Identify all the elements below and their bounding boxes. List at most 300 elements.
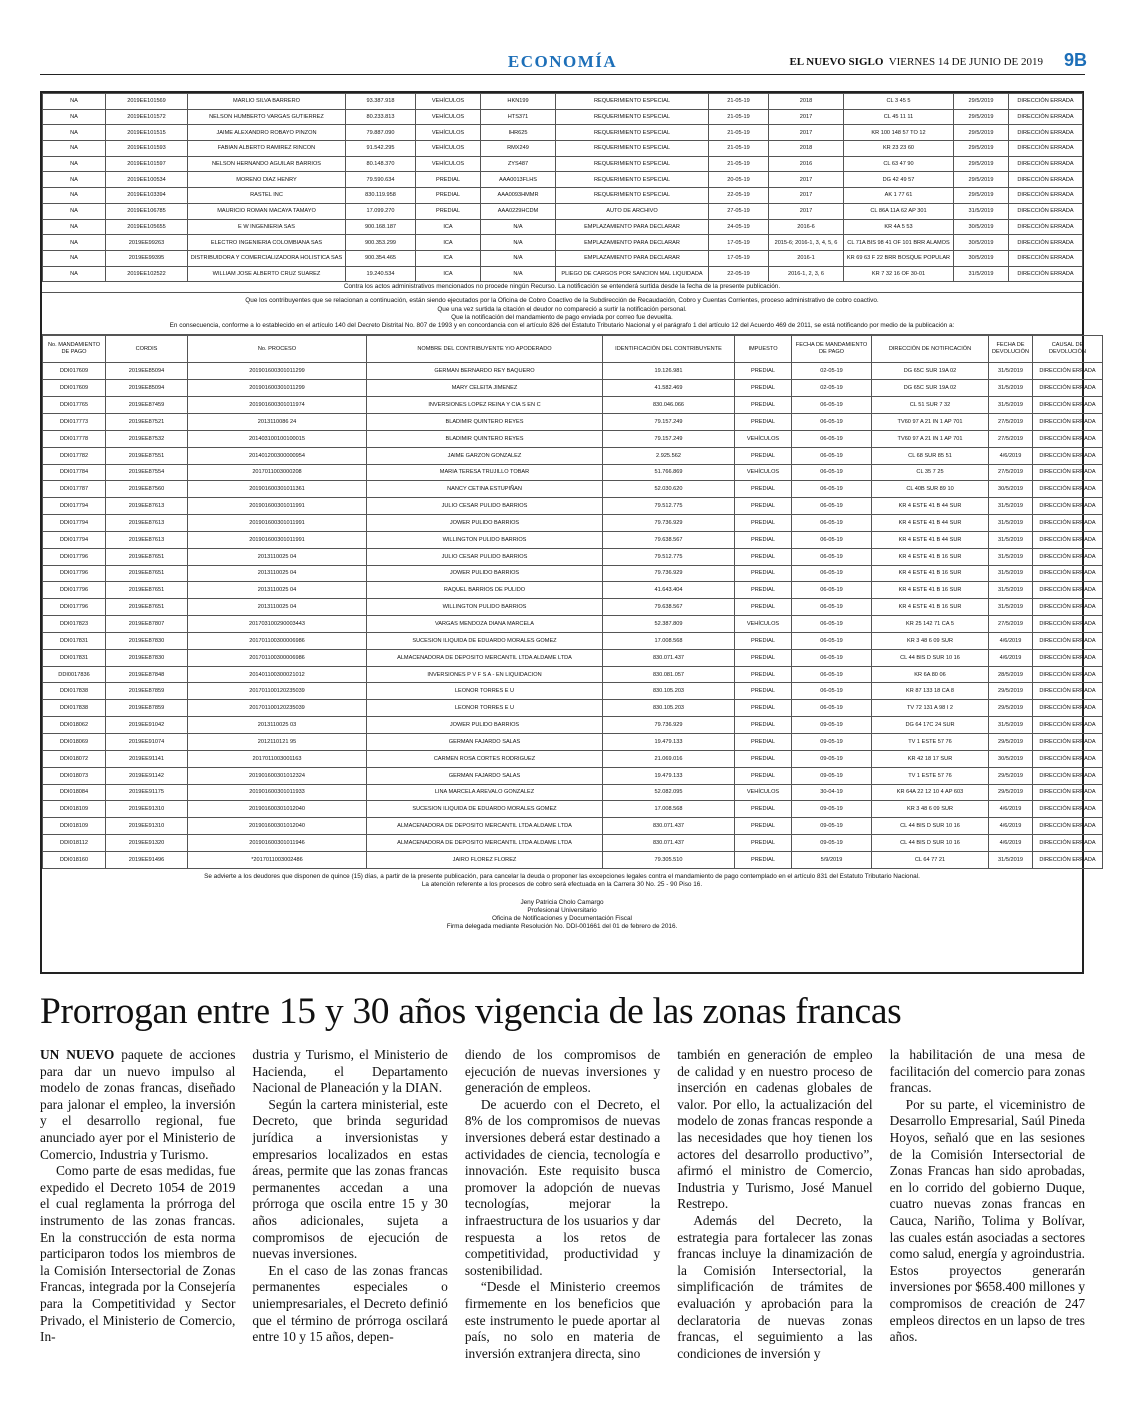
table-cell: DDI017796 [43, 548, 106, 565]
table-cell: VEHÍCULOS [735, 616, 792, 633]
table-cell: 21-05-19 [709, 141, 769, 157]
table-cell: JULIO CESAR PULIDO BARRIOS [367, 498, 603, 515]
table-cell: 21-05-19 [709, 94, 769, 110]
table-cell: 27/5/2019 [989, 430, 1033, 447]
table-cell: VARGAS MENDOZA DIANA MARCELA [367, 616, 603, 633]
table-row [43, 767, 1103, 784]
table-cell: 27/5/2019 [989, 413, 1033, 430]
table-cell: PREDIAL [416, 203, 481, 219]
table-cell: 06-05-19 [792, 548, 872, 565]
table-cell: 06-05-19 [792, 397, 872, 414]
column-header: IMPUESTO [735, 336, 792, 363]
table-cell: 2019EE101569 [106, 94, 188, 110]
table-cell: 19.240.534 [346, 266, 416, 282]
table-cell: 201701100120235039 [188, 700, 367, 717]
table-cell: DDI017784 [43, 464, 106, 481]
table-cell: 29/5/2019 [954, 188, 1009, 204]
table-row [43, 582, 1103, 599]
table-cell: KR 25 142 71 CA 5 [872, 616, 989, 633]
table-cell: TV 1 ESTE 57 76 [872, 734, 989, 751]
table-cell: 201901600301011299 [188, 380, 367, 397]
table-cell: 31/5/2019 [954, 203, 1009, 219]
intro-line: Que la notificación del mandamiento de pago enviada por correo fue devuelta. [451, 313, 673, 321]
table-cell: JAIME GARZON GONZALEZ [367, 447, 603, 464]
table-cell: 19.479.133 [603, 734, 735, 751]
table-cell: DIRECCIÓN ERRADA [1009, 266, 1083, 282]
table-cell: 06-05-19 [792, 666, 872, 683]
table-cell: 201901600301012324 [188, 767, 367, 784]
table-cell: 2017 [769, 109, 844, 125]
table-cell: 06-05-19 [792, 531, 872, 548]
table-cell: PREDIAL [735, 582, 792, 599]
table-cell: MARLIO SILVA BARRERO [188, 94, 346, 110]
table-cell: DIRECCIÓN ERRADA [1033, 717, 1103, 734]
table-cell: 29/5/2019 [989, 767, 1033, 784]
table-cell: KR 4 ESTE 41 B 44 SUR [872, 515, 989, 532]
table-cell: 31/5/2019 [989, 531, 1033, 548]
table-cell: 79.736.929 [603, 515, 735, 532]
table-cell: 31/5/2019 [989, 582, 1033, 599]
table-cell: 29/5/2019 [989, 683, 1033, 700]
table-cell: DDI017823 [43, 616, 106, 633]
table-cell: PREDIAL [735, 632, 792, 649]
table-cell: 24-05-19 [709, 219, 769, 235]
table-cell: REQUERIMIENTO ESPECIAL [556, 156, 709, 172]
table-cell: 201701100300006986 [188, 632, 367, 649]
table-cell: 2.925.562 [603, 447, 735, 464]
table-cell: KR 7 32 16 OF 30-01 [844, 266, 954, 282]
table-cell: DDI017796 [43, 582, 106, 599]
table-cell: ALMACENADORA DE DEPOSITO MERCANTIL LTDA ALDAME LTDA [367, 649, 603, 666]
table-cell: 06-05-19 [792, 683, 872, 700]
table-cell: 201901600301011946 [188, 835, 367, 852]
table-row [43, 835, 1103, 852]
table-cell: 830.071.437 [603, 818, 735, 835]
table-cell: KR 4 ESTE 41 B 44 SUR [872, 498, 989, 515]
table-cell: 201401100300021012 [188, 666, 367, 683]
table-cell: RAQUEL BARRIOS DE PULIDO [367, 582, 603, 599]
legal-notice [40, 91, 1096, 974]
table-row [43, 481, 1103, 498]
table-cell: 79.638.567 [603, 599, 735, 616]
table-row [43, 632, 1103, 649]
table-cell: AUTO DE ARCHIVO [556, 203, 709, 219]
table-cell: PREDIAL [735, 818, 792, 835]
table-cell: CL 86A 11A 62 AP 301 [844, 203, 954, 219]
table-cell: REQUERIMIENTO ESPECIAL [556, 94, 709, 110]
column-header: DIRECCIÓN DE NOTIFICACIÓN [872, 336, 989, 363]
table-row [43, 397, 1103, 414]
table-cell: DIRECCIÓN ERRADA [1033, 851, 1103, 868]
table-cell: DG 64 17C 24 SUR [872, 717, 989, 734]
table-cell: AK 1 77 61 [844, 188, 954, 204]
table-cell: 201901600301011361 [188, 481, 367, 498]
table-cell: DDI017609 [43, 363, 106, 380]
table-cell: 2019EE91310 [106, 801, 188, 818]
table-cell: DIRECCIÓN ERRADA [1033, 363, 1103, 380]
table-cell: 79.638.567 [603, 531, 735, 548]
table-cell: 06-05-19 [792, 447, 872, 464]
table-cell: 21-05-19 [709, 109, 769, 125]
table-row [43, 548, 1103, 565]
table-cell: 2019EE87613 [106, 515, 188, 532]
table-cell: DDI017794 [43, 515, 106, 532]
table-cell: 06-05-19 [792, 632, 872, 649]
table-cell: 830.119.958 [346, 188, 416, 204]
table-cell: 2019EE100534 [106, 172, 188, 188]
table-cell: 17.099.270 [346, 203, 416, 219]
table-cell: DIRECCIÓN ERRADA [1033, 632, 1103, 649]
table-cell: 09-05-19 [792, 750, 872, 767]
table-cell: KR 4 ESTE 41 B 16 SUR [872, 582, 989, 599]
table-cell: 201703100290003443 [188, 616, 367, 633]
table-cell: 4/6/2019 [989, 801, 1033, 818]
table-cell: DDI018062 [43, 717, 106, 734]
table-cell: 2019EE87830 [106, 649, 188, 666]
table-cell: DIRECCIÓN ERRADA [1033, 380, 1103, 397]
table-cell: 27-05-19 [709, 203, 769, 219]
table-cell: TV 72 131 A 98 I 2 [872, 700, 989, 717]
table-cell: 22-05-19 [709, 266, 769, 282]
article-column-1 [40, 1047, 235, 1377]
table-cell: 2019EE91175 [106, 784, 188, 801]
table-row [43, 649, 1103, 666]
table-cell: 31/5/2019 [989, 548, 1033, 565]
table-cell: 27/5/2019 [989, 616, 1033, 633]
table-cell: 06-05-19 [792, 464, 872, 481]
table-cell: DDI018069 [43, 734, 106, 751]
table-cell: DDI017778 [43, 430, 106, 447]
table-cell: DIRECCIÓN ERRADA [1009, 94, 1083, 110]
table-cell: 2018 [769, 94, 844, 110]
table-cell: DIRECCIÓN ERRADA [1033, 599, 1103, 616]
table-cell: ELECTRO INGENIERIA COLOMBIANA SAS [188, 235, 346, 251]
table-row [43, 565, 1103, 582]
table-cell: 2019EE91496 [106, 851, 188, 868]
table-cell: JAIRO FLOREZ FLOREZ [367, 851, 603, 868]
table-row [43, 363, 1103, 380]
table-cell: NELSON HERNANDO AGUILAR BARRIOS [188, 156, 346, 172]
table-cell: PREDIAL [735, 498, 792, 515]
table-cell: DIRECCIÓN ERRADA [1009, 235, 1083, 251]
table-cell: 4/6/2019 [989, 835, 1033, 852]
table-cell: NANCY CETINA ESTUPIÑAN [367, 481, 603, 498]
table-row [43, 851, 1103, 868]
table-cell: PREDIAL [735, 363, 792, 380]
table-cell: DIRECCIÓN ERRADA [1009, 219, 1083, 235]
table-cell: DDI017794 [43, 498, 106, 515]
table-cell: 31/5/2019 [989, 565, 1033, 582]
table-cell: DIRECCIÓN ERRADA [1033, 413, 1103, 430]
table-cell: 41.643.404 [603, 582, 735, 599]
table-cell: KR 3 48 6 09 SUR [872, 801, 989, 818]
table-cell: IHR625 [481, 125, 556, 141]
table-cell: DG 65C SUR 19A 02 [872, 363, 989, 380]
table-cell: VEHÍCULOS [416, 94, 481, 110]
table-cell: PREDIAL [735, 380, 792, 397]
table-cell: AAA0013FLHS [481, 172, 556, 188]
table-cell: INVERSIONES LOPEZ REINA Y CIA S EN C [367, 397, 603, 414]
footer-line: La atención referente a los procesos de cobro será efectuada en la Carrera 30 No. 25 - 90 Piso 16. [421, 880, 703, 888]
table-cell: CL 64 77 21 [872, 851, 989, 868]
table-cell: 2019EE87459 [106, 397, 188, 414]
table-cell: MARY CELEITA JIMENEZ [367, 380, 603, 397]
table-cell: 2017011003001163 [188, 750, 367, 767]
table-cell: PREDIAL [735, 767, 792, 784]
intro-line: Que los contribuyentes que se relacionan a continuación, están siendo ejecutados por la Oficina de Cobro Coactivo de la Subdirección de Recaudación, Cobro y Cuentas Corrientes, proceso administrativo de cobro coactivo. [245, 297, 879, 305]
table-cell: 2019EE102522 [106, 266, 188, 282]
table-cell: CL 71A BIS 98 41 OF 101 BRR ALAMOS [844, 235, 954, 251]
table-cell: NA [43, 141, 106, 157]
table-cell: 09-05-19 [792, 818, 872, 835]
paper-name: EL NUEVO SIGLO [789, 56, 884, 68]
table-cell: DIRECCIÓN ERRADA [1033, 818, 1103, 835]
table-cell: PREDIAL [735, 531, 792, 548]
table-cell: 2019EE87613 [106, 498, 188, 515]
column-header: CAUSAL DE DEVOLUCIÓN [1033, 336, 1103, 363]
table-row [43, 750, 1103, 767]
table-cell: 31/5/2019 [989, 380, 1033, 397]
table-cell: 06-05-19 [792, 481, 872, 498]
table-cell: PREDIAL [735, 649, 792, 666]
table-cell: WILLINGTON PULIDO BARRIOS [367, 599, 603, 616]
table-cell: DDI018109 [43, 801, 106, 818]
table-row [43, 250, 1083, 266]
table-cell: 93.387.918 [346, 94, 416, 110]
table-header-row [43, 336, 1103, 363]
table-cell: 30/5/2019 [954, 219, 1009, 235]
table-cell: SUCESION ILIQUIDA DE EDUARDO MORALES GOMEZ [367, 801, 603, 818]
table-cell: KR 3 48 6 09 SUR [872, 632, 989, 649]
signer-title: Profesional Universitario [527, 906, 597, 914]
table-cell: PREDIAL [735, 515, 792, 532]
table-cell: 30/5/2019 [954, 250, 1009, 266]
table-cell: 2019EE87651 [106, 565, 188, 582]
table-row [43, 380, 1103, 397]
table-cell: 80.233.813 [346, 109, 416, 125]
table-mandamientos [42, 335, 1103, 868]
table-cell: NA [43, 125, 106, 141]
table-cell: 201401200300000954 [188, 447, 367, 464]
footer-line: Se advierte a los deudores que disponen de quince (15) días, a partir de la presente publicación, para cancelar la deuda o proponer las excepciones legales contra el mandamiento de pago contemplado en el artículo 831 del Estatuto Tributario Nacional. [204, 872, 920, 880]
table-cell: DIRECCIÓN ERRADA [1009, 250, 1083, 266]
table-cell: CL 45 11 11 [844, 109, 954, 125]
table-cell: *2017011003002486 [188, 851, 367, 868]
table-cell: 80.148.370 [346, 156, 416, 172]
table-cell: 2019EE85094 [106, 380, 188, 397]
table-cell: 09-05-19 [792, 717, 872, 734]
table-cell: GERMAN BERNARDO REY BAQUERO [367, 363, 603, 380]
table-cell: KR 4 ESTE 41 B 44 SUR [872, 531, 989, 548]
table-cell: 29/5/2019 [954, 125, 1009, 141]
table-cell: DDI017838 [43, 700, 106, 717]
table-cell: 22-05-19 [709, 188, 769, 204]
table-cell: GERMAN FAJARDO SALAS [367, 734, 603, 751]
paragraph: Según la cartera ministerial, este Decreto, que brinda seguridad jurídica a inversionistas y empresarios localizados en estas áreas, permite que las zonas francas permanentes accedan a una prórroga que oscila entre 15 y 30 años adicionales, sujeta a compromisos de ejecución de nuevas inversiones. [252, 1096, 448, 1262]
table-actos-body [43, 94, 1083, 282]
table-cell: TV 1 ESTE 57 76 [872, 767, 989, 784]
table-cell: 2019EE87651 [106, 599, 188, 616]
table-cell: REQUERIMIENTO ESPECIAL [556, 188, 709, 204]
table-cell: TV60 97 A 21 IN 1 AP 701 [872, 413, 989, 430]
table-cell: MARIA TERESA TRUJILLO TOBAR [367, 464, 603, 481]
table-cell: 2013110025 04 [188, 582, 367, 599]
table-row [43, 666, 1103, 683]
table-cell: 79.157.249 [603, 430, 735, 447]
table-cell: 52.387.809 [603, 616, 735, 633]
table-row [43, 717, 1103, 734]
table-cell: HTS371 [481, 109, 556, 125]
table-row [43, 801, 1103, 818]
table-cell: DDI017831 [43, 632, 106, 649]
table-cell: 79.736.929 [603, 717, 735, 734]
table-cell: 2019EE87859 [106, 700, 188, 717]
article-column-3 [465, 1047, 660, 1377]
table-row [43, 599, 1103, 616]
table-cell: 2016 [769, 156, 844, 172]
table-cell: DDI018073 [43, 767, 106, 784]
table-cell: VEHÍCULOS [735, 430, 792, 447]
table-cell: KR 4 ESTE 41 B 16 SUR [872, 565, 989, 582]
table-cell: DDI017831 [43, 649, 106, 666]
table-cell: DIRECCIÓN ERRADA [1033, 464, 1103, 481]
table-cell: 91.542.295 [346, 141, 416, 157]
table-cell: 201901600301012040 [188, 818, 367, 835]
table-cell: KR 87 133 18 CA 8 [872, 683, 989, 700]
table-cell: VEHÍCULOS [416, 141, 481, 157]
table-cell: 19.479.133 [603, 767, 735, 784]
table-cell: LEONOR TORRES E U [367, 683, 603, 700]
table-cell: PREDIAL [735, 851, 792, 868]
table-cell: PREDIAL [735, 599, 792, 616]
table-cell: 201901600301011974 [188, 397, 367, 414]
table-cell: 79.512.775 [603, 548, 735, 565]
table-cell: ICA [416, 250, 481, 266]
signer-resolution: Firma delegada mediante Resolución No. DDI-001661 del 01 de febrero de 2016. [446, 922, 678, 930]
table-cell: DIRECCIÓN ERRADA [1033, 498, 1103, 515]
table-cell: NA [43, 156, 106, 172]
table-cell: 2019EE87551 [106, 447, 188, 464]
table-cell: PREDIAL [416, 188, 481, 204]
table-cell: DIRECCIÓN ERRADA [1033, 750, 1103, 767]
table-cell: BLADIMIR QUINTERO REYES [367, 413, 603, 430]
table-cell: 21-05-19 [709, 156, 769, 172]
table-cell: CL 44 BIS D SUR 10 16 [872, 835, 989, 852]
paragraph: En el caso de las zonas francas permanentes especiales o uniempresariales, el Decreto definió que el término de prórroga oscilará entre 10 y 15 años, depen- [252, 1262, 448, 1345]
table-cell: 2013110025 04 [188, 565, 367, 582]
table-cell: 2019EE101515 [106, 125, 188, 141]
table-cell: 2013110025 04 [188, 548, 367, 565]
table-cell: 27/5/2019 [989, 464, 1033, 481]
table-cell: DIRECCIÓN ERRADA [1009, 156, 1083, 172]
table-cell: 79.512.775 [603, 498, 735, 515]
table-cell: 29/5/2019 [954, 172, 1009, 188]
table-cell: 29/5/2019 [989, 784, 1033, 801]
table-cell: 201901600301011991 [188, 498, 367, 515]
table-cell: DIRECCIÓN ERRADA [1009, 125, 1083, 141]
table-cell: 2019EE103394 [106, 188, 188, 204]
table-cell: 2019EE87521 [106, 413, 188, 430]
table-row [43, 818, 1103, 835]
article-lead: UN NUEVO [40, 1047, 115, 1062]
table-cell: KR 4 ESTE 41 B 16 SUR [872, 548, 989, 565]
table-cell: DG 42 49 57 [844, 172, 954, 188]
table-cell: 201901600301012040 [188, 801, 367, 818]
table-cell: 201901600301011299 [188, 363, 367, 380]
table-cell: DIRECCIÓN ERRADA [1033, 397, 1103, 414]
table-cell: ICA [416, 219, 481, 235]
table-cell: 830.081.057 [603, 666, 735, 683]
table-cell: 21.069.016 [603, 750, 735, 767]
table-cell: PREDIAL [735, 413, 792, 430]
table-cell: CL 68 SUR 85 51 [872, 447, 989, 464]
table-cell: 09-05-19 [792, 767, 872, 784]
table-cell: JAIME ALEXANDRO ROBAYO PINZON [188, 125, 346, 141]
table-cell: LEONOR TORRES E U [367, 700, 603, 717]
table-cell: PREDIAL [735, 397, 792, 414]
table-cell: NA [43, 203, 106, 219]
table-cell: KR 69 63 F 22 BRR BOSQUE POPULAR [844, 250, 954, 266]
table-cell: PREDIAL [735, 548, 792, 565]
table-cell: 201901600301011991 [188, 515, 367, 532]
table-cell: PREDIAL [735, 481, 792, 498]
table-cell: DDI017794 [43, 531, 106, 548]
table-cell: 900.168.187 [346, 219, 416, 235]
table-cell: 2019EE101572 [106, 109, 188, 125]
table-cell: DDI0017836 [43, 666, 106, 683]
table-actos [42, 93, 1083, 282]
table-cell: 06-05-19 [792, 413, 872, 430]
table-cell: 2017 [769, 125, 844, 141]
table-cell: CL 3 45 5 [844, 94, 954, 110]
table-cell: 41.582.469 [603, 380, 735, 397]
paragraph: Por su parte, el viceministro de Desarrollo Empresarial, Saúl Pineda Hoyos, señaló que en las sesiones de la Comisión Intersectorial de Zonas Francas han sido aprobadas, en lo corrido del gobierno Duque, cuatro nuevas zonas francas en Cauca, Nariño, Tolima y Bolívar, las cuales están asociadas a sectores como salud, energía y agroindustria. Estos proyectos generarán inversiones por $658.400 millones y compromisos de creación de 247 empleos directos en un lapso de tres años. [889, 1096, 1086, 1345]
column-header: CORDIS [106, 336, 188, 363]
masthead [789, 56, 1043, 68]
table-cell: 2019EE87848 [106, 666, 188, 683]
table-cell: CL 35 7 25 [872, 464, 989, 481]
table-cell: INVERSIONES P V F S A - EN LIQUIDACION [367, 666, 603, 683]
table-row [43, 498, 1103, 515]
paragraph: Como parte de esas medidas, fue expedido el Decreto 1054 de 2019 el cual reglamenta la prórroga del instrumento de las zonas francas. En la construcción de esta norma participaron todos los miembros de la Comisión Intersectorial de Zonas Francas, integrada por la Consejería para la Competitividad y Sector Privado, el Ministerio de Comercio, In- [40, 1163, 236, 1345]
paragraph: De acuerdo con el Decreto, el 8% de los compromisos de nuevas inversiones deberá estar destinado a actividades de ciencia, tecnología e innovación. Este requisito busca promover la adopción de nuevas tecnologías, mejorar la infraestructura de los usuarios y dar respuesta a los retos de competitividad, productividad y sostenibilidad. [464, 1096, 661, 1278]
table-cell: REQUERIMIENTO ESPECIAL [556, 109, 709, 125]
table-cell: 2019EE91141 [106, 750, 188, 767]
table-cell: 2016-6 [769, 219, 844, 235]
signature-block [42, 899, 1082, 930]
table-row [43, 141, 1083, 157]
table-cell: VEHÍCULOS [416, 109, 481, 125]
table-cell: N/A [481, 219, 556, 235]
table-cell: 06-05-19 [792, 599, 872, 616]
table-cell: 2018 [769, 141, 844, 157]
table-cell: 2019EE99395 [106, 250, 188, 266]
table-cell: 29/5/2019 [954, 156, 1009, 172]
table-cell: GERMAN FAJARDO SALAS [367, 767, 603, 784]
table-cell: DIRECCIÓN ERRADA [1009, 203, 1083, 219]
table-row [43, 203, 1083, 219]
table-cell: 2013110025 03 [188, 717, 367, 734]
table-cell: 2019EE87807 [106, 616, 188, 633]
table-cell: 30/5/2019 [989, 750, 1033, 767]
article-body [40, 1047, 1085, 1377]
table-cell: 2016-1 [769, 250, 844, 266]
article-column-4 [677, 1047, 872, 1377]
table-cell: DIRECCIÓN ERRADA [1033, 565, 1103, 582]
table-cell: DIRECCIÓN ERRADA [1009, 141, 1083, 157]
table-cell: 29/5/2019 [954, 141, 1009, 157]
table-cell: DIRECCIÓN ERRADA [1009, 109, 1083, 125]
